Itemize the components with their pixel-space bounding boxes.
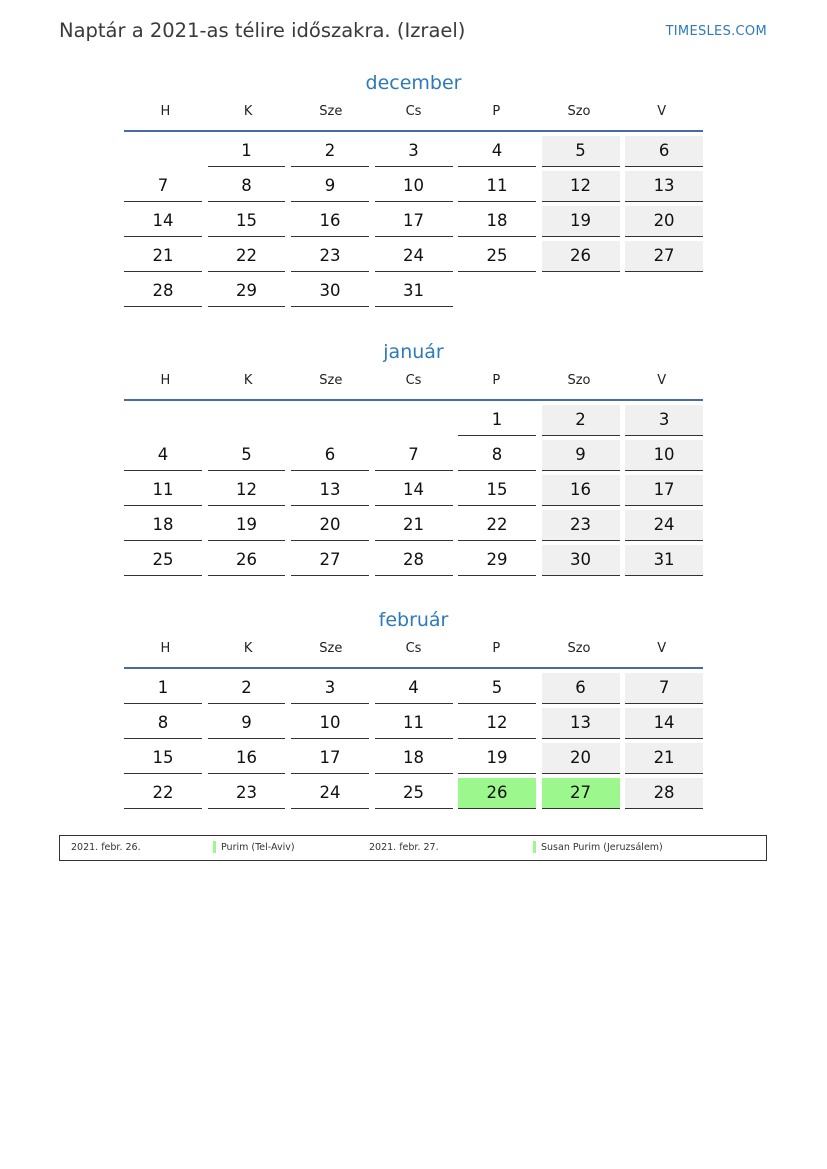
day-cell: 15: [208, 206, 286, 237]
weekday-label: Cs: [405, 641, 422, 656]
day-cell: 26: [458, 778, 536, 809]
day-cell: 1: [458, 405, 536, 436]
month-február: [124, 605, 703, 809]
day-cell: 24: [625, 510, 703, 541]
legend-date-1: 2021. febr. 26.: [71, 842, 141, 853]
legend-holiday-2: Susan Purim (Jeruzsálem): [541, 842, 663, 853]
day-cell: 14: [124, 206, 202, 237]
day-cell: 24: [375, 241, 453, 272]
day-cell: 17: [291, 743, 369, 774]
page-title: Naptár a 2021-as télire időszakra. (Izrael): [59, 19, 466, 42]
day-cell: 3: [291, 673, 369, 704]
day-cell: 2: [208, 673, 286, 704]
day-cell: 25: [458, 241, 536, 272]
day-cell: 5: [208, 440, 286, 471]
weekday-label: Szo: [567, 104, 591, 119]
empty-day: [375, 405, 453, 436]
day-cell: 5: [458, 673, 536, 704]
day-cell: 6: [291, 440, 369, 471]
day-cell: 26: [542, 241, 620, 272]
day-cell: 20: [291, 510, 369, 541]
week-row: [124, 708, 703, 739]
day-cell: 8: [208, 171, 286, 202]
legend-holiday-marker-2: [533, 841, 536, 853]
weekday-label: Cs: [405, 104, 422, 119]
day-cell: 9: [542, 440, 620, 471]
month-december: [124, 68, 703, 307]
day-cell: 20: [542, 743, 620, 774]
day-cell: 30: [291, 276, 369, 307]
empty-day: [291, 405, 369, 436]
day-cell: 14: [375, 475, 453, 506]
day-cell: 22: [208, 241, 286, 272]
day-cell: 21: [375, 510, 453, 541]
day-cell: 18: [124, 510, 202, 541]
day-cell: 16: [542, 475, 620, 506]
day-cell: 15: [124, 743, 202, 774]
day-cell: 15: [458, 475, 536, 506]
day-cell: 27: [291, 545, 369, 576]
weekday-label: V: [657, 641, 667, 656]
weekday-label: P: [492, 641, 501, 656]
weekday-label: V: [657, 373, 667, 388]
day-cell: 11: [124, 475, 202, 506]
weekday-header: [124, 371, 703, 401]
week-row: [124, 136, 703, 167]
weekday-label: H: [160, 104, 171, 119]
day-cell: 27: [625, 241, 703, 272]
day-cell: 10: [375, 171, 453, 202]
weekday-label: Sze: [319, 641, 343, 656]
day-cell: 7: [625, 673, 703, 704]
day-cell: 12: [458, 708, 536, 739]
weekday-header: [124, 639, 703, 669]
day-cell: 25: [375, 778, 453, 809]
day-cell: 11: [458, 171, 536, 202]
weekday-label: K: [243, 641, 253, 656]
day-cell: 18: [375, 743, 453, 774]
day-cell: 18: [458, 206, 536, 237]
day-cell: 30: [542, 545, 620, 576]
day-cell: 29: [208, 276, 286, 307]
weekday-header: [124, 102, 703, 132]
weekday-label: K: [243, 104, 253, 119]
day-cell: 21: [124, 241, 202, 272]
week-row: [124, 171, 703, 202]
day-cell: 19: [542, 206, 620, 237]
day-cell: 23: [208, 778, 286, 809]
week-row: [124, 206, 703, 237]
empty-day: [124, 136, 202, 167]
day-cell: 6: [542, 673, 620, 704]
week-row: [124, 241, 703, 272]
day-cell: 3: [625, 405, 703, 436]
day-cell: 23: [542, 510, 620, 541]
empty-day: [124, 405, 202, 436]
day-cell: 21: [625, 743, 703, 774]
day-cell: 16: [208, 743, 286, 774]
weekday-label: H: [160, 373, 171, 388]
day-cell: 22: [458, 510, 536, 541]
day-cell: 24: [291, 778, 369, 809]
weekday-label: Szo: [567, 641, 591, 656]
day-cell: 28: [375, 545, 453, 576]
day-cell: 12: [542, 171, 620, 202]
weekday-label: Sze: [319, 373, 343, 388]
day-cell: 22: [124, 778, 202, 809]
day-cell: 2: [542, 405, 620, 436]
day-cell: 16: [291, 206, 369, 237]
day-cell: 10: [625, 440, 703, 471]
day-cell: 19: [208, 510, 286, 541]
month-title: január: [383, 341, 444, 363]
day-cell: 28: [625, 778, 703, 809]
day-cell: 4: [124, 440, 202, 471]
month-title: február: [378, 609, 449, 631]
brand-link[interactable]: TIMESLES.COM: [665, 24, 767, 39]
day-cell: 10: [291, 708, 369, 739]
day-cell: 13: [291, 475, 369, 506]
month-title: december: [365, 72, 462, 94]
day-cell: 23: [291, 241, 369, 272]
week-row: [124, 778, 703, 809]
day-cell: 17: [375, 206, 453, 237]
empty-day: [542, 276, 620, 307]
day-cell: 6: [625, 136, 703, 167]
day-cell: 12: [208, 475, 286, 506]
week-row: [124, 510, 703, 541]
week-row: [124, 673, 703, 704]
day-cell: 9: [291, 171, 369, 202]
weekday-label: K: [243, 373, 253, 388]
legend-date-2: 2021. febr. 27.: [369, 842, 439, 853]
weekday-label: P: [492, 373, 501, 388]
empty-day: [625, 276, 703, 307]
empty-day: [458, 276, 536, 307]
day-cell: 9: [208, 708, 286, 739]
weekday-label: Szo: [567, 373, 591, 388]
day-cell: 7: [124, 171, 202, 202]
day-cell: 20: [625, 206, 703, 237]
weekday-label: P: [492, 104, 501, 119]
week-row: [124, 475, 703, 506]
day-cell: 27: [542, 778, 620, 809]
day-cell: 3: [375, 136, 453, 167]
weekday-label: V: [657, 104, 667, 119]
holiday-legend: [59, 835, 767, 861]
weekday-label: H: [160, 641, 171, 656]
day-cell: 29: [458, 545, 536, 576]
day-cell: 2: [291, 136, 369, 167]
day-cell: 13: [625, 171, 703, 202]
day-cell: 31: [375, 276, 453, 307]
day-cell: 26: [208, 545, 286, 576]
day-cell: 8: [124, 708, 202, 739]
week-row: [124, 276, 703, 307]
day-cell: 4: [375, 673, 453, 704]
empty-day: [208, 405, 286, 436]
day-cell: 14: [625, 708, 703, 739]
day-cell: 1: [124, 673, 202, 704]
day-cell: 5: [542, 136, 620, 167]
month-január: [124, 337, 703, 576]
week-row: [124, 405, 703, 436]
week-row: [124, 545, 703, 576]
day-cell: 1: [208, 136, 286, 167]
legend-holiday-1: Purim (Tel-Aviv): [221, 842, 295, 853]
day-cell: 31: [625, 545, 703, 576]
day-cell: 8: [458, 440, 536, 471]
day-cell: 4: [458, 136, 536, 167]
weekday-label: Sze: [319, 104, 343, 119]
weekday-label: Cs: [405, 373, 422, 388]
day-cell: 13: [542, 708, 620, 739]
day-cell: 25: [124, 545, 202, 576]
week-row: [124, 743, 703, 774]
day-cell: 17: [625, 475, 703, 506]
day-cell: 28: [124, 276, 202, 307]
day-cell: 19: [458, 743, 536, 774]
week-row: [124, 440, 703, 471]
day-cell: 11: [375, 708, 453, 739]
legend-holiday-marker-1: [213, 841, 216, 853]
day-cell: 7: [375, 440, 453, 471]
